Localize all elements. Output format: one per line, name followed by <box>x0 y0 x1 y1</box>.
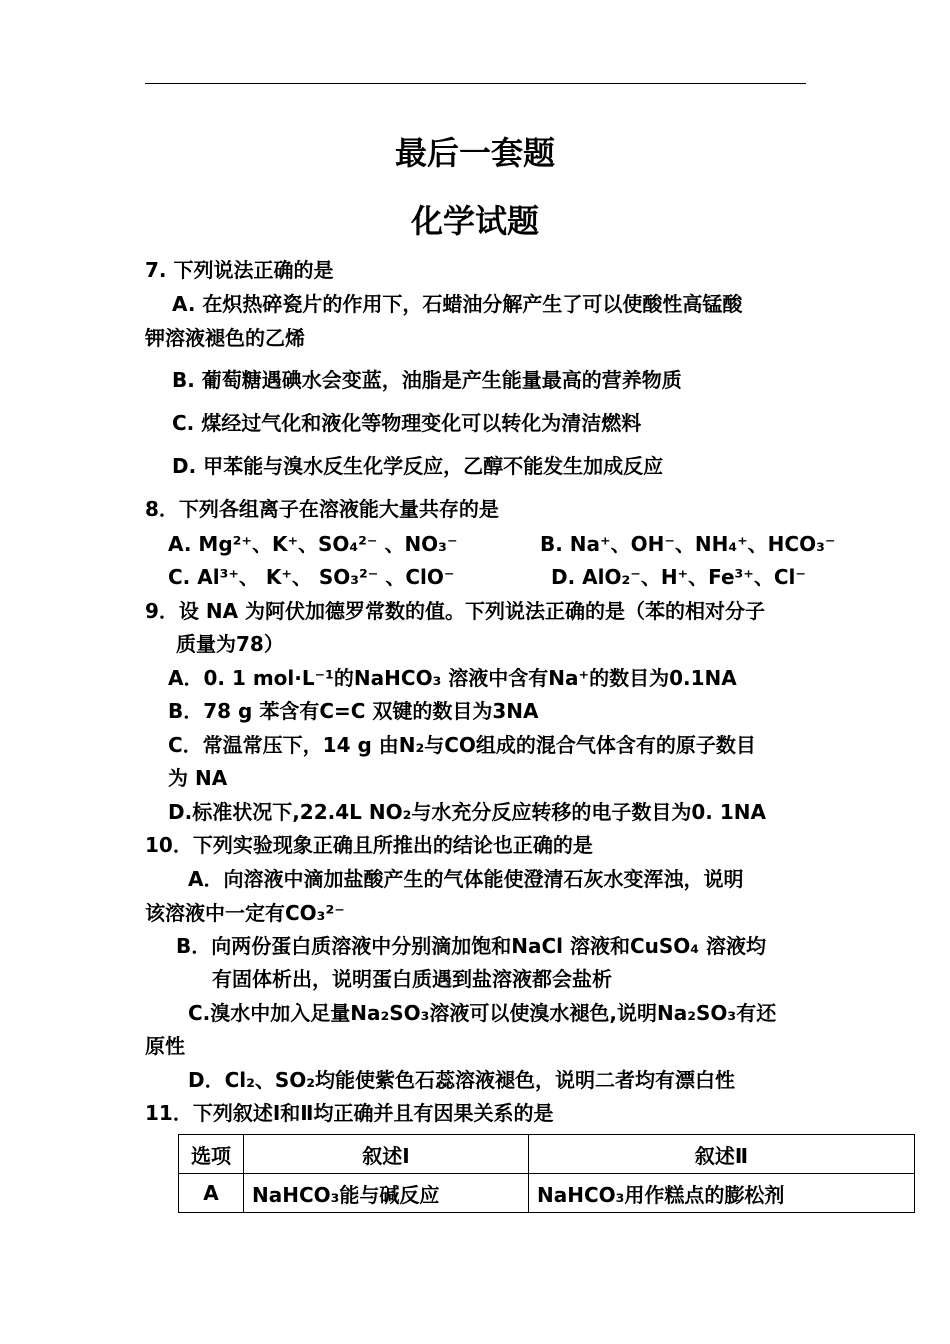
q10-option-b-cont: 有固体析出，说明蛋白质遇到盐溶液都会盐析 <box>212 967 612 991</box>
table-row <box>179 1174 915 1213</box>
q8-option-d: D. AlO₂⁻、H⁺、Fe³⁺、Cl⁻ <box>551 565 806 589</box>
q10-option-a: A．向溶液中滴加盐酸产生的气体能使澄清石灰水变浑浊，说明 <box>188 867 744 891</box>
q9-stem-cont: 质量为78） <box>176 632 284 656</box>
page-subtitle: 化学试题 <box>410 202 539 240</box>
q7-option-d: D. 甲苯能与溴水反生化学反应，乙醇不能发生加成反应 <box>172 454 664 478</box>
table-header-option: 选项 <box>179 1135 244 1174</box>
table-header-statement-2: 叙述Ⅱ <box>529 1135 915 1174</box>
q10-option-a-cont: 该溶液中一定有CO₃²⁻ <box>145 901 345 925</box>
header-rule <box>145 83 806 84</box>
q8-option-c: C. Al³⁺、 K⁺、 SO₃²⁻ 、ClO⁻ <box>168 565 455 589</box>
q10-stem: 10．下列实验现象正确且所推出的结论也正确的是 <box>145 833 593 857</box>
q8-stem: 8．下列各组离子在溶液能大量共存的是 <box>145 497 499 521</box>
q10-option-d: D．Cl₂、SO₂均能使紫色石蕊溶液褪色，说明二者均有漂白性 <box>188 1068 736 1092</box>
q7-option-c: C. 煤经过气化和液化等物理变化可以转化为清洁燃料 <box>172 411 642 435</box>
q11-stem: 11．下列叙述Ⅰ和Ⅱ均正确并且有因果关系的是 <box>145 1101 554 1125</box>
q7-option-a: A. 在炽热碎瓷片的作用下，石蜡油分解产生了可以使酸性高锰酸 <box>172 292 743 316</box>
q11-table <box>178 1134 915 1213</box>
q9-option-b: B．78 g 苯含有C=C 双键的数目为3NA <box>168 699 539 723</box>
q9-option-c: C．常温常压下，14 g 由N₂与CO组成的混合气体含有的原子数目 <box>168 733 756 757</box>
table-cell-statement-1: NaHCO₃能与碱反应 <box>244 1174 529 1213</box>
q9-option-c-cont: 为 NA <box>168 766 228 790</box>
page-title: 最后一套题 <box>394 134 555 172</box>
q8-option-a: A. Mg²⁺、K⁺、SO₄²⁻ 、NO₃⁻ <box>168 532 458 556</box>
q9-stem: 9．设 NA 为阿伏加德罗常数的值。下列说法正确的是（苯的相对分子 <box>145 599 766 623</box>
q8-option-b: B. Na⁺、OH⁻、NH₄⁺、HCO₃⁻ <box>540 532 836 556</box>
q7-option-b: B. 葡萄糖遇碘水会变蓝，油脂是产生能量最高的营养物质 <box>172 368 682 392</box>
q10-option-c: C.溴水中加入足量Na₂SO₃溶液可以使溴水褪色,说明Na₂SO₃有还 <box>188 1001 777 1025</box>
table-header-row <box>179 1135 915 1174</box>
q10-option-b: B．向两份蛋白质溶液中分别滴加饱和NaCl 溶液和CuSO₄ 溶液均 <box>176 934 767 958</box>
q9-option-a: A．0. 1 mol·L⁻¹的NaHCO₃ 溶液中含有Na⁺的数目为0.1NA <box>168 666 737 690</box>
q10-option-c-cont: 原性 <box>145 1034 185 1058</box>
q7-stem: 7. 下列说法正确的是 <box>145 258 334 282</box>
table-cell-option: A <box>179 1174 244 1213</box>
q9-option-d: D.标准状况下,22.4L NO₂与水充分反应转移的电子数目为0. 1NA <box>168 800 766 824</box>
table-cell-statement-2: NaHCO₃用作糕点的膨松剂 <box>529 1174 915 1213</box>
table-header-statement-1: 叙述Ⅰ <box>244 1135 529 1174</box>
q7-option-a-cont: 钾溶液褪色的乙烯 <box>145 326 305 350</box>
